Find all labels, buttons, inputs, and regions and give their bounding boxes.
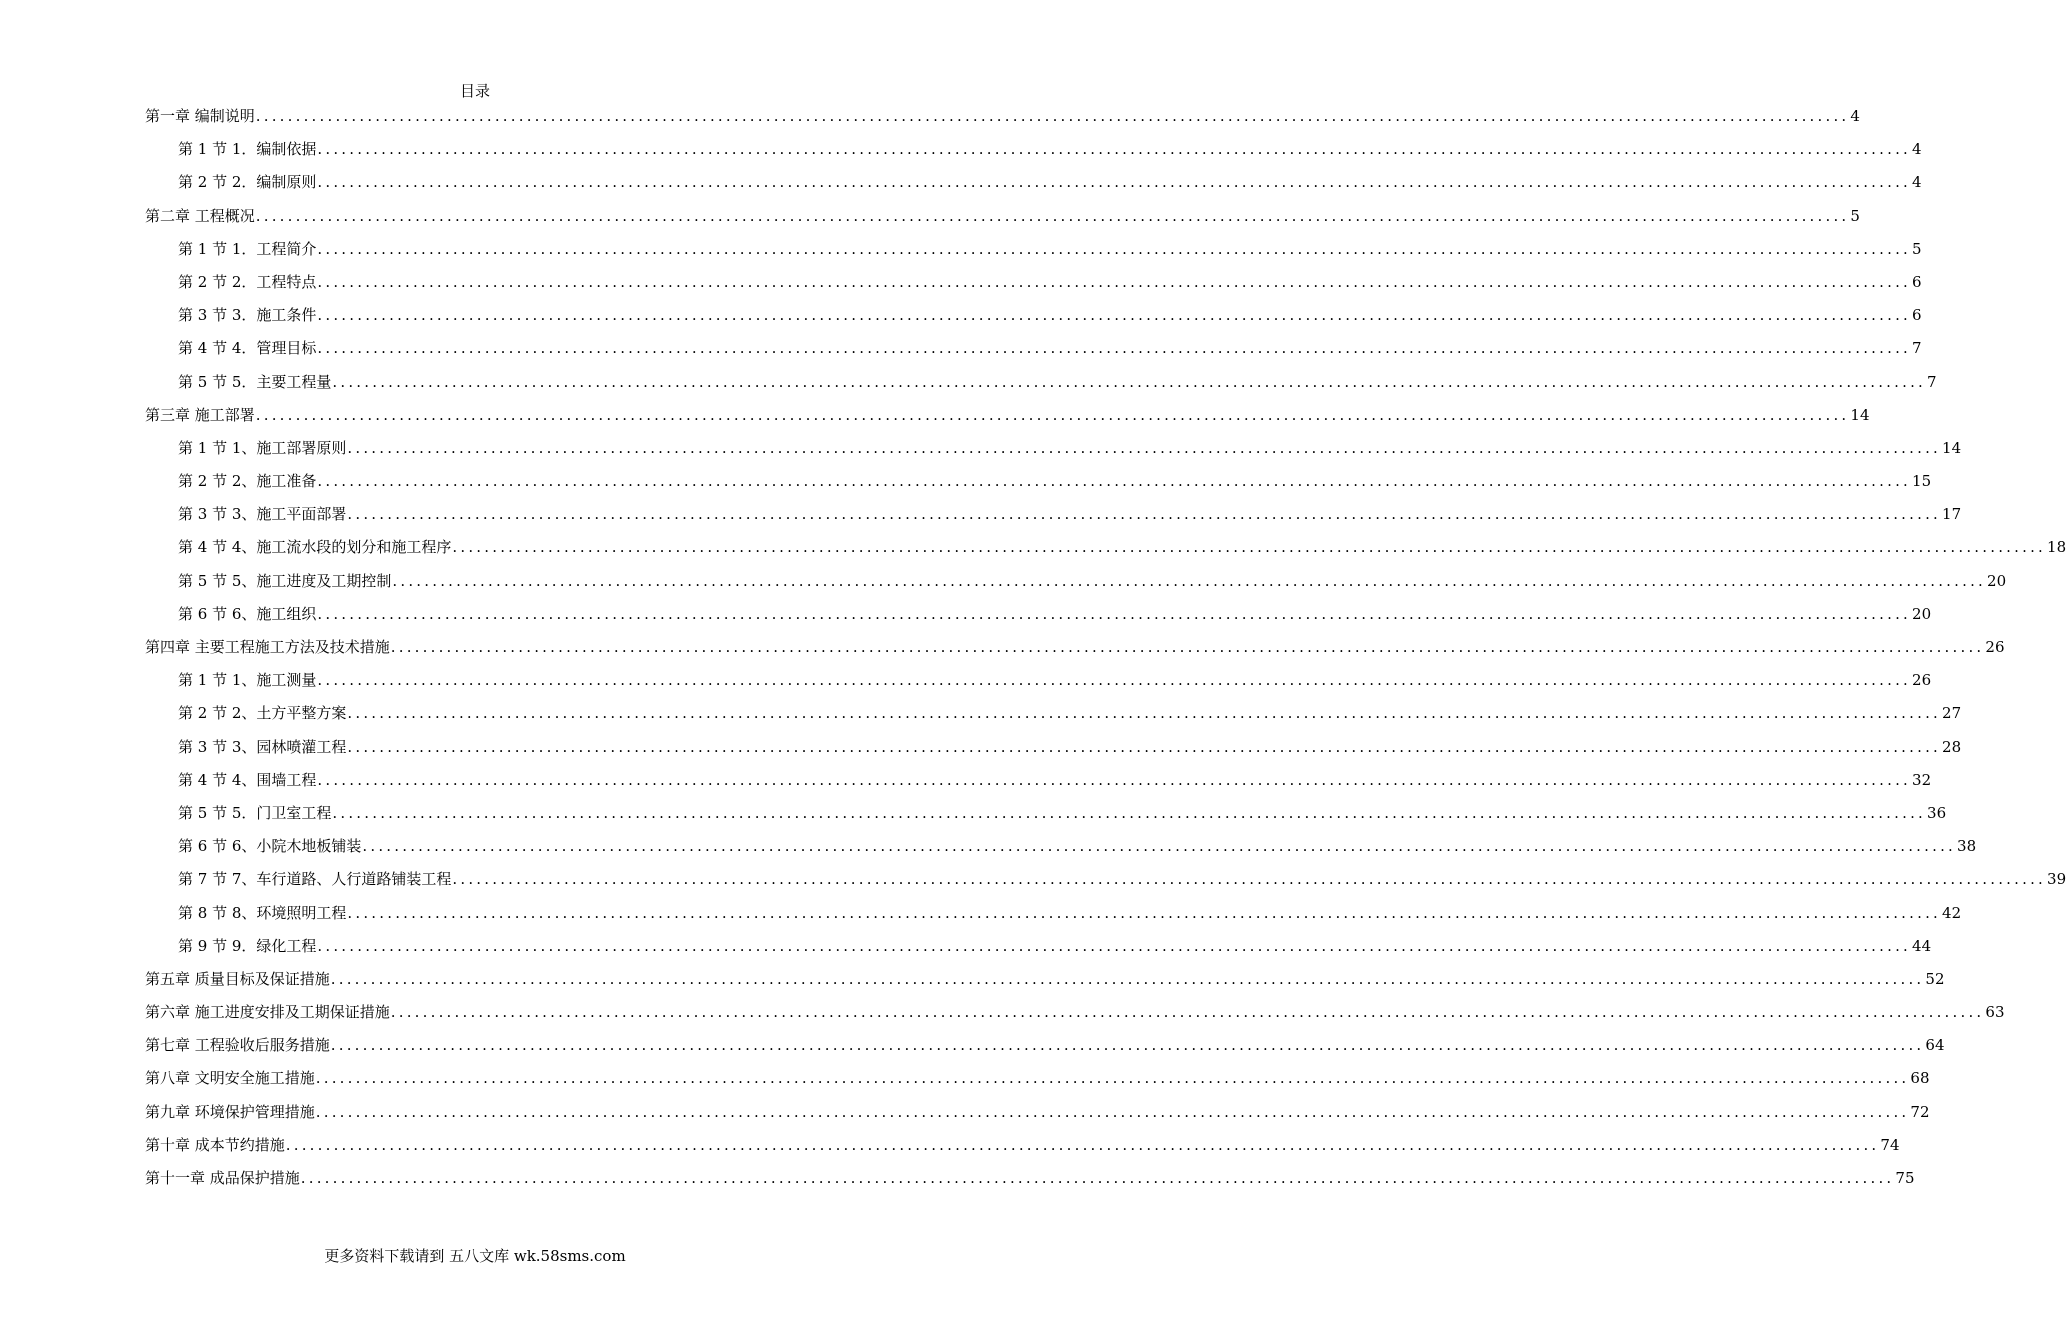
toc-leader-dots: ........................................................................................................................................................................................................ [390, 1003, 1985, 1022]
toc-page-number: 4 [1912, 173, 1922, 192]
toc-leader-dots: ........................................................................................................................................................................................................ [317, 770, 1912, 789]
toc-leader-dots: ........................................................................................................................................................................................................ [392, 571, 1987, 590]
page-title: 目录 [459, 82, 490, 100]
toc-leader-dots: ........................................................................................................................................................................................................ [452, 538, 2047, 557]
toc-entry-label: 第 4 节 4、围墙工程 [178, 770, 317, 789]
toc-leader-dots: ........................................................................................................................................................................................................ [330, 1036, 1925, 1055]
toc-section-entry[interactable] [145, 171, 1922, 204]
toc-chapter-entry[interactable] [145, 105, 1860, 138]
toc-entry-label: 第 7 节 7、车行道路、人行道路铺装工程 [178, 870, 452, 889]
toc-entry-label: 第 3 节 3、施工平面部署 [178, 505, 347, 524]
toc-page-number: 6 [1912, 306, 1922, 325]
toc-section-entry[interactable] [145, 868, 2066, 901]
toc-page-number: 42 [1942, 903, 1962, 922]
toc-entry-label: 第 4 节 4、施工流水段的划分和施工程序 [178, 538, 452, 557]
toc-entry-label: 第 4 节 4．管理目标 [178, 339, 317, 358]
toc-leader-dots: ........................................................................................................................................................................................................ [347, 903, 1942, 922]
toc-leader-dots: ........................................................................................................................................................................................................ [300, 1169, 1895, 1187]
toc-leader-dots: ........................................................................................................................................................................................................ [347, 505, 1942, 524]
toc-leader-dots: ........................................................................................................................................................................................................ [317, 339, 1912, 358]
toc-chapter-entry[interactable] [145, 1067, 1930, 1100]
toc-page-number: 14 [1850, 405, 1870, 424]
toc-leader-dots: ........................................................................................................................................................................................................ [347, 737, 1942, 756]
toc-chapter-entry[interactable] [145, 1167, 1915, 1200]
toc-section-entry[interactable] [145, 736, 1962, 769]
toc-page-number: 74 [1880, 1135, 1900, 1154]
toc-entry-label: 第 1 节 1、施工部署原则 [178, 438, 347, 457]
toc-leader-dots: ........................................................................................................................................................................................................ [362, 837, 1957, 856]
toc-page-number: 36 [1927, 803, 1947, 822]
toc-entry-label: 第 3 节 3．施工条件 [178, 306, 317, 325]
toc-leader-dots: ........................................................................................................................................................................................................ [315, 1069, 1910, 1088]
toc-page-number: 20 [1987, 571, 2007, 590]
toc-section-entry[interactable] [145, 238, 1922, 271]
toc-section-entry[interactable] [145, 304, 1922, 337]
toc-entry-label: 第四章 主要工程施工方法及技术措施 [145, 638, 390, 656]
toc-leader-dots: ........................................................................................................................................................................................................ [332, 372, 1927, 391]
toc-entry-label: 第一章 编制说明 [145, 107, 255, 125]
toc-entry-label: 第八章 文明安全施工措施 [145, 1069, 315, 1088]
toc-section-entry[interactable] [145, 271, 1922, 304]
toc-leader-dots: ........................................................................................................................................................................................................ [255, 206, 1850, 225]
toc-page-number: 4 [1912, 140, 1922, 159]
toc-entry-label: 第七章 工程验收后服务措施 [145, 1036, 330, 1055]
toc-entry-label: 第 3 节 3、园林喷灌工程 [178, 737, 347, 756]
toc-leader-dots: ........................................................................................................................................................................................................ [317, 306, 1912, 325]
toc-page-number: 28 [1942, 737, 1962, 756]
toc-page-number: 26 [1985, 638, 2005, 656]
toc-leader-dots: ........................................................................................................................................................................................................ [347, 438, 1942, 457]
toc-page-number: 6 [1912, 272, 1922, 291]
toc-chapter-entry[interactable] [145, 404, 1870, 437]
toc-page-number: 26 [1912, 671, 1932, 690]
toc-entry-label: 第 6 节 6、小院木地板铺装 [178, 837, 362, 856]
toc-page-number: 15 [1912, 472, 1932, 491]
toc-page-number: 14 [1942, 438, 1962, 457]
toc-section-entry[interactable] [145, 371, 1937, 404]
toc-leader-dots: ........................................................................................................................................................................................................ [347, 704, 1942, 723]
toc-page-number: 44 [1912, 936, 1932, 955]
toc-entry-label: 第三章 施工部署 [145, 405, 255, 424]
toc-page-number: 64 [1925, 1036, 1945, 1055]
toc-page-number: 7 [1927, 372, 1937, 391]
toc-page-number: 7 [1912, 339, 1922, 358]
toc-chapter-entry[interactable] [145, 1034, 1945, 1067]
toc-leader-dots: ........................................................................................................................................................................................................ [317, 936, 1912, 955]
toc-leader-dots: ........................................................................................................................................................................................................ [332, 803, 1927, 822]
toc-section-entry[interactable] [145, 503, 1962, 536]
toc-leader-dots: ........................................................................................................................................................................................................ [317, 140, 1912, 159]
toc-page-number: 68 [1910, 1069, 1930, 1088]
toc-section-entry[interactable] [145, 702, 1962, 735]
toc-entry-label: 第十一章 成品保护措施 [145, 1169, 300, 1187]
toc-section-entry[interactable] [145, 835, 1977, 868]
toc-chapter-entry[interactable] [145, 1101, 1930, 1134]
toc-section-entry[interactable] [145, 570, 2007, 603]
toc-page-number: 63 [1985, 1003, 2005, 1022]
toc-section-entry[interactable] [145, 536, 2066, 569]
table-of-contents [145, 105, 2066, 1200]
toc-leader-dots: ........................................................................................................................................................................................................ [330, 969, 1925, 988]
toc-page-number: 27 [1942, 704, 1962, 723]
toc-entry-label: 第 2 节 2．工程特点 [178, 272, 317, 291]
toc-entry-label: 第 1 节 1、施工测量 [178, 671, 317, 690]
toc-section-entry[interactable] [145, 603, 1932, 636]
toc-entry-label: 第 2 节 2、土方平整方案 [178, 704, 347, 723]
toc-chapter-entry[interactable] [145, 968, 1945, 1001]
toc-entry-label: 第 2 节 2、施工准备 [178, 472, 317, 491]
toc-leader-dots: ........................................................................................................................................................................................................ [317, 604, 1912, 623]
toc-section-entry[interactable] [145, 769, 1932, 802]
toc-chapter-entry[interactable] [145, 205, 1860, 238]
toc-section-entry[interactable] [145, 337, 1922, 370]
toc-leader-dots: ........................................................................................................................................................................................................ [452, 870, 2047, 889]
toc-section-entry[interactable] [145, 470, 1932, 503]
toc-leader-dots: ........................................................................................................................................................................................................ [317, 272, 1912, 291]
toc-entry-label: 第二章 工程概况 [145, 206, 255, 225]
toc-section-entry[interactable] [145, 669, 1932, 702]
toc-leader-dots: ........................................................................................................................................................................................................ [255, 107, 1850, 125]
toc-entry-label: 第六章 施工进度安排及工期保证措施 [145, 1003, 390, 1022]
toc-section-entry[interactable] [145, 935, 1932, 968]
toc-leader-dots: ........................................................................................................................................................................................................ [317, 671, 1912, 690]
toc-entry-label: 第 9 节 9．绿化工程 [178, 936, 317, 955]
toc-section-entry[interactable] [145, 138, 1922, 171]
toc-entry-label: 第十章 成本节约措施 [145, 1135, 285, 1154]
toc-leader-dots: ........................................................................................................................................................................................................ [315, 1102, 1910, 1121]
toc-page-number: 52 [1925, 969, 1945, 988]
toc-page-number: 4 [1850, 107, 1860, 125]
toc-entry-label: 第 5 节 5．门卫室工程 [178, 803, 332, 822]
toc-section-entry[interactable] [145, 802, 1947, 835]
toc-entry-label: 第 5 节 5、施工进度及工期控制 [178, 571, 392, 590]
toc-chapter-entry[interactable] [145, 1134, 1900, 1167]
toc-leader-dots: ........................................................................................................................................................................................................ [317, 239, 1912, 258]
toc-entry-label: 第 8 节 8、环境照明工程 [178, 903, 347, 922]
toc-page-number: 5 [1850, 206, 1860, 225]
toc-leader-dots: ........................................................................................................................................................................................................ [255, 405, 1850, 424]
toc-leader-dots: ........................................................................................................................................................................................................ [390, 638, 1985, 656]
toc-entry-label: 第九章 环境保护管理措施 [145, 1102, 315, 1121]
toc-entry-label: 第 5 节 5．主要工程量 [178, 372, 332, 391]
toc-chapter-entry[interactable] [145, 1001, 2005, 1034]
toc-page-number: 20 [1912, 604, 1932, 623]
toc-page-number: 18 [2047, 538, 2066, 557]
toc-leader-dots: ........................................................................................................................................................................................................ [317, 472, 1912, 491]
toc-entry-label: 第 2 节 2．编制原则 [178, 173, 317, 192]
footer-note: 更多资料下载请到 五八文库 wk.58sms.com [324, 1247, 626, 1265]
toc-entry-label: 第 1 节 1．编制依据 [178, 140, 317, 159]
toc-page-number: 17 [1942, 505, 1962, 524]
toc-chapter-entry[interactable] [145, 636, 2005, 669]
toc-entry-label: 第 1 节 1．工程简介 [178, 239, 317, 258]
toc-page-number: 38 [1957, 837, 1977, 856]
toc-entry-label: 第五章 质量目标及保证措施 [145, 969, 330, 988]
toc-section-entry[interactable] [145, 437, 1962, 470]
toc-page-number: 75 [1895, 1169, 1915, 1187]
toc-page-number: 39 [2047, 870, 2066, 889]
toc-section-entry[interactable] [145, 902, 1962, 935]
toc-leader-dots: ........................................................................................................................................................................................................ [285, 1135, 1880, 1154]
toc-page-number: 5 [1912, 239, 1922, 258]
toc-page-number: 72 [1910, 1102, 1930, 1121]
toc-leader-dots: ........................................................................................................................................................................................................ [317, 173, 1912, 192]
toc-entry-label: 第 6 节 6、施工组织 [178, 604, 317, 623]
toc-page-number: 32 [1912, 770, 1932, 789]
